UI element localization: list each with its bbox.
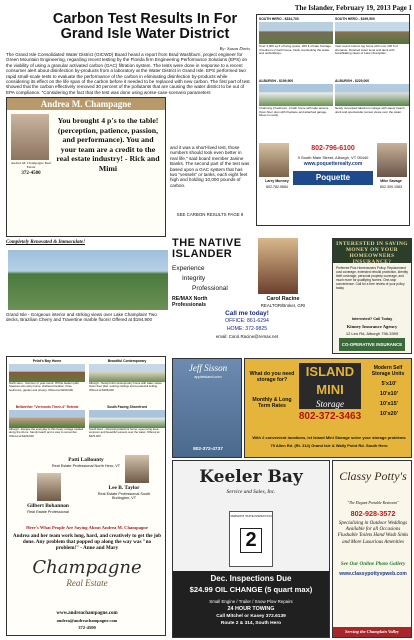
storage-phone: 802-372-3463: [298, 411, 362, 422]
insurance-body: Preferred Plus Homeowners Policy: Replacement cost coverage, extended rebuild protection, identity theft coverage, personal property coverage, and much more for qualifying homes. One-stop convenience. Call for a free review of your policy today.: [336, 266, 408, 290]
poquette-logo: Poquette: [293, 171, 373, 185]
listing-title: ALBURGH - $229,000: [335, 79, 370, 83]
inspection-sticker: [229, 511, 273, 567]
listing-desc: Year-round custom log home with over 100 ft of shoreline. Finished lower level and deck with breathtaking views of Lake Champlain.: [335, 44, 398, 55]
potty-phone: 802-928-3572: [350, 509, 396, 518]
listing-card[interactable]: [259, 79, 333, 118]
jeff-sisson-ad: [172, 358, 242, 458]
property-desc: South Hero - Charming lakefront home, open living area, sunroom and beautiful sunsets over the water. Offered at $425,000: [89, 427, 160, 438]
champagne-logo-sub: Real Estate: [66, 578, 108, 588]
champagne-phone-bottom: 372-4500: [78, 625, 96, 630]
poquette-website-link[interactable]: www.poquetterealty.com: [303, 161, 363, 167]
poquette-phone: 802-796-6100: [311, 145, 355, 152]
agent-name: Larry Munney: [265, 179, 289, 183]
jeff-phone: 802-372-4737: [193, 447, 223, 452]
potty-band: Serving the Champlain Valley: [333, 627, 411, 637]
listing-card[interactable]: [335, 79, 409, 114]
storage-size: 5'x10': [381, 381, 397, 387]
jeff-website-link[interactable]: applelsland.com: [194, 375, 222, 379]
champagne-phone: 372-4500: [21, 171, 41, 176]
agent-photo: [259, 143, 289, 177]
carol-racine-photo: [258, 238, 298, 294]
classy-pottys-ad: [332, 460, 412, 638]
native-home-phone: HOME: 372-9825: [226, 326, 268, 332]
native-islander-ad: [172, 238, 252, 294]
sticker-title: VERMONT STATE INSPECTION: [230, 514, 272, 518]
agent-name: Patti LaBounty: [68, 457, 104, 463]
insurance-logo: CO-OPERATIVE INSURANCE: [339, 338, 405, 351]
agent-title: Real Estate Professional North Hero, VT: [51, 464, 121, 468]
property-title: Beautiful Contemporary: [107, 359, 147, 363]
listing-photo: [259, 84, 333, 106]
property-card[interactable]: [89, 405, 165, 438]
storage-sizes-heading: Modern Self Storage Units: [371, 365, 405, 377]
storage-logo-sub: Storage: [316, 399, 344, 409]
native-office-name: RE/MAX North Professionals: [172, 296, 208, 308]
native-agent-name: Carol Racine: [266, 296, 300, 302]
storage-rates: Monthly & Long Term Rates: [252, 397, 292, 409]
keeler-info-band: [173, 571, 329, 637]
keeler-services: Small Engine / Trailer / Snow Plow Repairs: [209, 599, 293, 604]
storage-question: What do you need storage for?: [249, 371, 295, 383]
property-title: South Facing Shorefront: [107, 405, 147, 409]
renovated-title: Completely Renovated & Immaculate!: [6, 240, 86, 245]
agent-photo: [37, 473, 61, 501]
champagne-logo: [11, 557, 163, 607]
keeler-oil-change: $24.99 OIL CHANGE (5 quart max): [189, 585, 313, 594]
storage-footer: With 2 convenient locations, let Island Mini Storage solve your storage problems: [252, 435, 406, 440]
property-card[interactable]: [9, 359, 85, 392]
champagne-slogan: You brought 4 p's to the table! (perception, patience, passion, and performance). You and your team are a credit to the real estate industry! - Rick and Mimi: [56, 116, 160, 173]
property-photo: [9, 364, 85, 382]
agent-title: Real Estate Professional: [27, 510, 69, 514]
poquette-address: 9 South Main Street, Alburgh, VT 05440: [297, 155, 369, 160]
renovated-desc: Grand Isle - Gorgeous interior and striking views over Lake Champlain! Two decks, Brazilian Cherry and Travertine marble floors! Offered at $194,900: [6, 312, 157, 323]
agent-name: Lee B. Taylor: [108, 485, 140, 491]
potty-gallery-note: See Our Online Photo Gallery: [340, 561, 406, 567]
insurance-heading: INTERESTED IN SAVING MONEY ON YOUR HOMEOWNERS INSURANCE?: [333, 239, 411, 263]
native-call: Call me today!: [225, 310, 269, 317]
listing-title: ALBURGH - $199,900: [259, 79, 294, 83]
storage-size: 10'x10': [379, 391, 399, 397]
agent-name: Gilbert Bohannon: [27, 503, 69, 509]
property-photo: [89, 364, 165, 382]
listing-title: SOUTH HERO - $199,500: [335, 17, 375, 21]
keeler-bay-ad: [172, 460, 330, 638]
agent-photo: [125, 455, 149, 483]
native-sub-integrity: Integrity: [182, 275, 206, 282]
agent-photo: [377, 143, 407, 177]
insurance-phone: 12 Leo Rd, Alburgh 796-3399: [345, 331, 399, 336]
testimonial-quote: Andrea and her team work long, hard, and creatively to get the job done. Any problem that popped up along the way was "no problem!" - Anne and Mary: [12, 533, 162, 551]
jeff-name: Jeff Sisson: [188, 363, 228, 373]
article-body: The Grand Isle Consolidated Water District (GICWD) Board heard a report from Brad Washburn, project engineer for Green Mountain Engineering, regarding recent testing by the Florida firm Engineering Performance Solutions (EPS) on the viability of using a granular activated carbon (GAC) filtration system. The tests were done in response to a recent consumer alert about disinfection by-products from a laboratory at the Water District in Grand Isle. EPS performed two rapid small-scale tests to evaluate the performance of the carbon in eliminating disinfection by-products while considering its effect on the life span of the carbon before it needed to be replaced with new carbon. The first part of test showed that the carbon effectively removed 30 percent of the pollutants that are causing the water district to be out of EPA compliance. "Considering the fact that the test was done using worse-case scenario parameters: [6, 52, 250, 95]
property-card[interactable]: [9, 405, 85, 438]
renovated-photo: [8, 250, 168, 310]
property-desc: Alburgh - Newly built contemporary home with water views. Open floor plan, soaring ceilings and a peaceful setting. Offered at $298,000: [89, 381, 163, 392]
champagne-testimonial-ad: [6, 97, 166, 237]
agent-title: Real Estate Professional South Burlington, VT: [97, 492, 151, 500]
champagne-email-link[interactable]: andrea@andreachampagne.com: [56, 618, 118, 623]
champagne-name-banner: Andrea M. Champagne: [7, 98, 165, 110]
potty-desc: Specializing in Outdoor Weddings Available for all Occasions Flushable Toilets Hand Wash Sinks and More Luxurious Amenities: [337, 521, 409, 545]
insurance-agency-name: Kinney Insurance Agency: [346, 324, 398, 329]
article-body-continued: and it was a short-lived test, those numbers should look even better in real life," said board member Janine Banks. The second part of the test was based upon a GAC system that has two "vessels" or tanks, each eight feet high and holding 10,000 pounds of carbon.: [170, 145, 250, 188]
agent-phone: 802.782.9684: [266, 185, 288, 189]
property-desc: Alburgh - Escape the everyday to this lovely cottage nestled along the shore. Sandy beach and a view to remember. Offered at $229,000: [9, 427, 84, 438]
keeler-call: Call Mitchel or Kasey 372.6139: [216, 614, 286, 619]
property-title: Bellwether "Vermonts Three-4" Retreat: [15, 405, 79, 409]
agent-name: Mike Savage: [380, 179, 402, 183]
listing-card[interactable]: [335, 17, 409, 56]
champagne-photo-caption: Andrea M. Champagne Real Estate: [10, 161, 52, 169]
native-heading: THE NATIVE ISLANDER: [172, 237, 242, 260]
newspaper-header: The Islander, February 19, 2013 Page 1: [294, 4, 412, 12]
listing-desc: Charming 3 bedroom, 2 bath home with lake access. Open floor plan with fireplace and attached garage. Move-in ready.: [259, 106, 330, 117]
storage-logo: [299, 363, 361, 409]
property-photo: [89, 410, 165, 428]
property-title: Pelot's Bay Home: [32, 359, 62, 363]
native-sub-experience: Experience: [172, 265, 205, 272]
native-office-phone: OFFICE: 861-6294: [225, 318, 269, 324]
champagne-listings-ad: [6, 356, 166, 636]
island-mini-storage-ad: [244, 358, 412, 458]
native-agent-role: REALTOR/Broker, GRI: [260, 303, 306, 308]
storage-size: 10'x20': [379, 411, 399, 417]
champagne-website-link[interactable]: www.andreachampagne.com: [56, 611, 118, 616]
article-byline: By: Susan Davis: [219, 46, 250, 51]
listing-photo: [335, 84, 409, 106]
kinney-insurance-ad: [332, 238, 412, 354]
potty-tagline: "The Elegant Portable Restroom": [347, 501, 399, 505]
native-sub-professional: Professional: [192, 285, 228, 292]
potty-logo: Classy Potty's: [339, 469, 407, 483]
testimonial-promo: Here's What People Are Saying About Andrea M. Champagne: [26, 525, 148, 530]
article-continued-link[interactable]: SEE CARBON RESULTS PAGE 9: [176, 212, 244, 217]
storage-size: 10'x15': [379, 401, 399, 407]
keeler-inspection: Dec. Inspections Due: [210, 574, 292, 583]
keeler-route: Route 2 & 314, South Hero: [220, 621, 282, 626]
listing-card[interactable]: [259, 17, 333, 56]
article-title: Carbon Test Results In For Grand Isle Water District: [52, 11, 238, 42]
storage-logo-main: ISLAND MINI: [305, 364, 355, 397]
agent-phone: 802.309.1583: [380, 185, 402, 189]
insurance-question: Interested? Call Today: [351, 317, 393, 321]
keeler-towing: 24 HOUR TOWING: [227, 606, 275, 612]
property-desc: North Hero - Summer or year-round. Off the beaten path. Spacious two-story home, sheltered location, three bedrooms, garden and privacy. Offered at $199,000: [9, 381, 80, 392]
potty-website-link[interactable]: www.classypottyvpweb.com: [339, 571, 407, 577]
listing-title: SOUTH HERO - $334,700: [259, 17, 299, 21]
keeler-name: Keeler Bay: [199, 467, 303, 487]
listing-photo: [259, 22, 333, 44]
poquette-realty-ad: [256, 14, 410, 226]
listing-desc: Over 3,000 sq ft of living space. 200 ft of lake frontage. 3 bedroom 2 bath house. Deck overlooking the water and outbuildings.: [259, 44, 332, 55]
listing-photo: [335, 22, 409, 44]
champagne-photo: [11, 114, 49, 160]
storage-locations: 79 Allen Rd. (Rt. 314) Grand Isle & Wally Point Rd. South Hero: [270, 443, 388, 448]
native-subs: [172, 264, 252, 294]
sticker-number: 2: [240, 528, 262, 553]
property-card[interactable]: [89, 359, 165, 392]
keeler-sub: Service and Sales, Inc.: [226, 489, 276, 495]
native-email-link[interactable]: email: Carol.Racine@remax.net: [215, 334, 279, 339]
listing-desc: Newly renovated lakefront cottage with sandy beach, dock and spectacular sunset views over the water.: [335, 106, 406, 114]
property-photo: [9, 410, 85, 428]
champagne-logo-main: Champagne: [32, 557, 142, 578]
